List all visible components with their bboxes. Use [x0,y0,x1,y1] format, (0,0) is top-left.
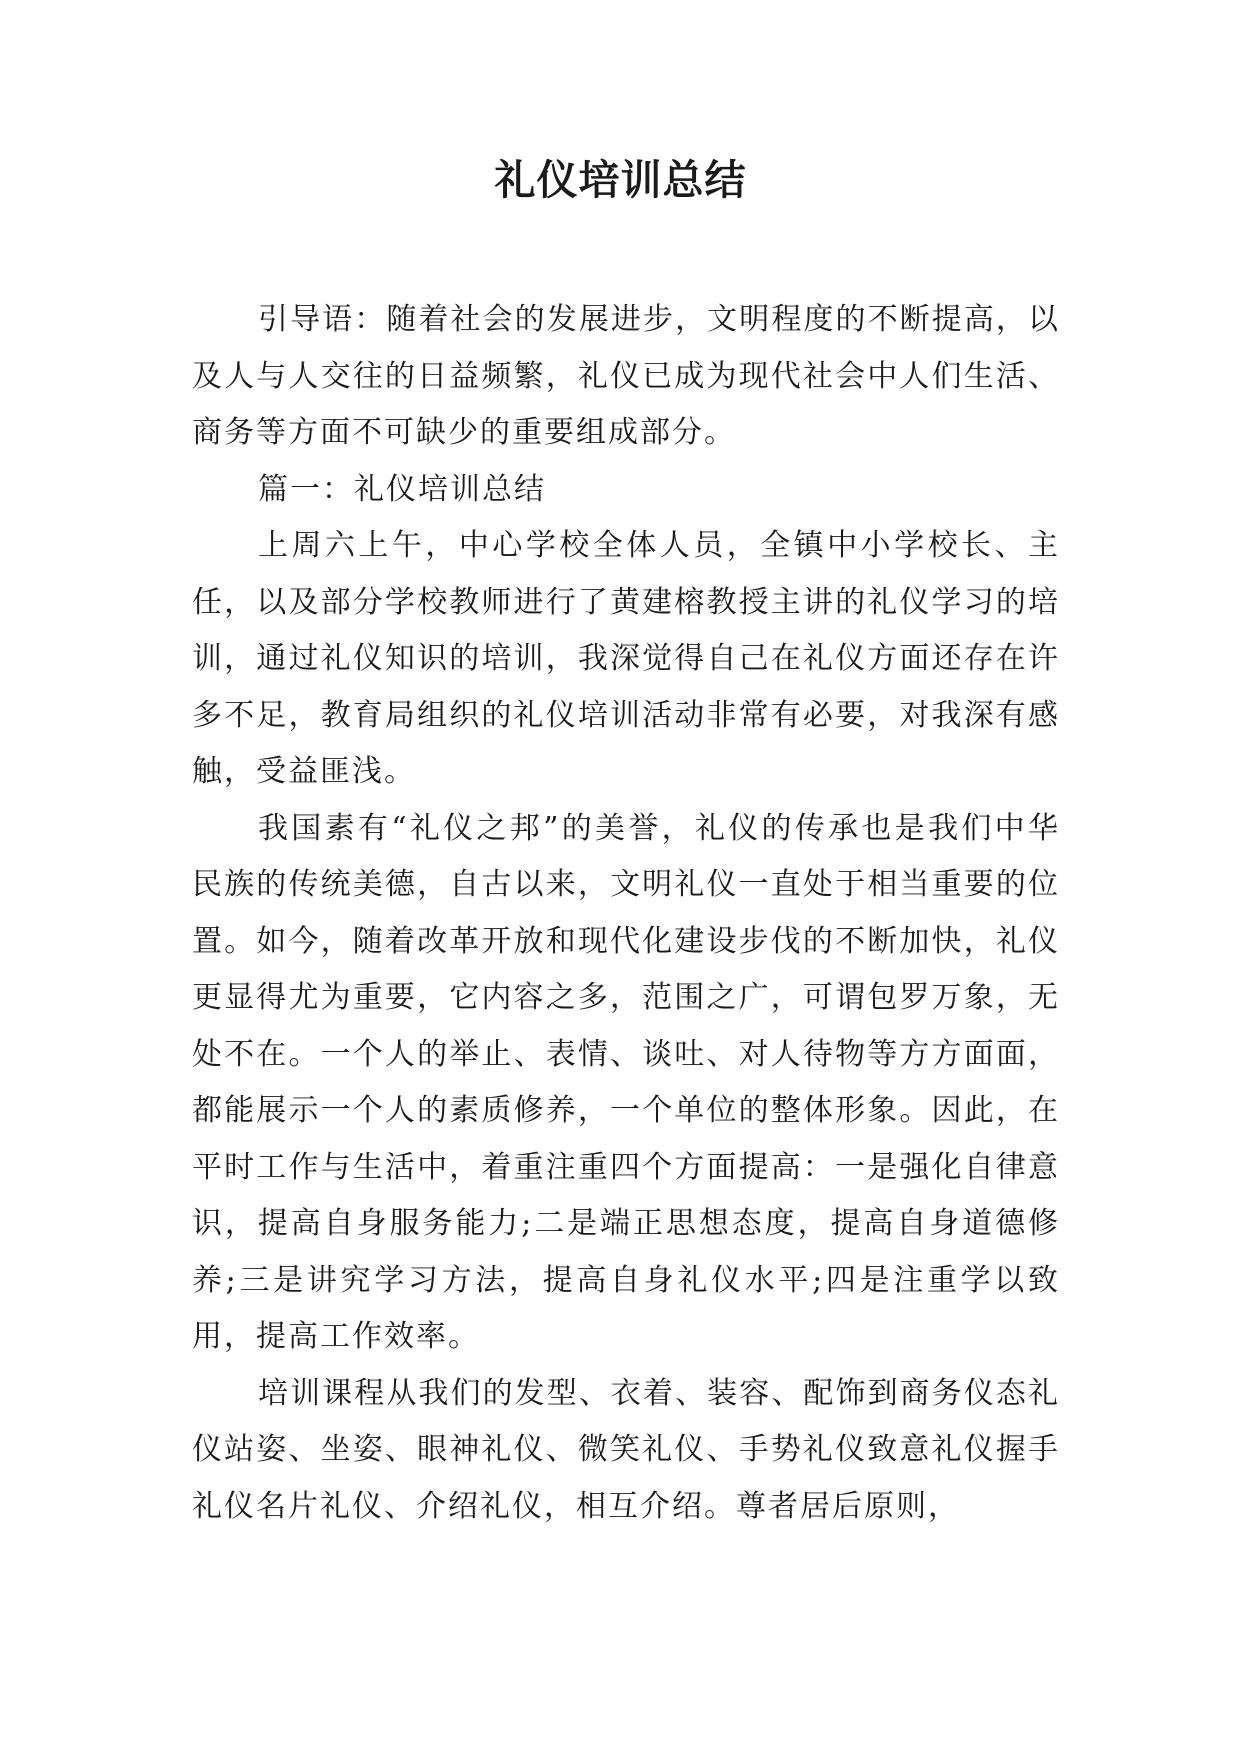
intro-paragraph: 引导语：随着社会的发展进步，文明程度的不断提高，以及人与人交往的日益频繁，礼仪已成为现代社会中人们生活、商务等方面不可缺少的重要组成部分。 [192,302,1060,450]
document-title: 礼仪培训总结 [494,156,747,204]
body-paragraph: 上周六上午，中心学校全体人员，全镇中小学校长、主任，以及部分学校教师进行了黄建榕教授主讲的礼仪学习的培训，通过礼仪知识的培训，我深觉得自己在礼仪方面还存在许多不足，教育局组织的礼仪培训活动非常有必要，对我深有感触，受益匪浅。 [192,528,1060,789]
document-body [192,292,1060,1535]
body-paragraph: 培训课程从我们的发型、衣着、装容、配饰到商务仪态礼仪站姿、坐姿、眼神礼仪、微笑礼仪、手势礼仪致意礼仪握手礼仪名片礼仪、介绍礼仪，相互介绍。尊者居后原则， [192,1375,1060,1524]
section-heading: 篇一：礼仪培训总结 [258,471,546,507]
body-paragraph: 我国素有“礼仪之邦”的美誉，礼仪的传承也是我们中华民族的传统美德，自古以来，文明礼仪一直处于相当重要的位置。如今，随着改革开放和现代化建设步伐的不断加快，礼仪更显得尤为重要，它内容之多，范围之广，可谓包罗万象，无处不在。一个人的举止、表情、谈吐、对人待物等方方面面，都能展示一个人的素质修养，一个单位的整体形象。因此，在平时工作与生活中，着重注重四个方面提高：一是强化自律意识，提高自身服务能力;二是端正思想态度，提高自身道德修养;三是讲究学习方法，提高自身礼仪水平;四是注重学以致用，提高工作效率。 [192,810,1060,1354]
